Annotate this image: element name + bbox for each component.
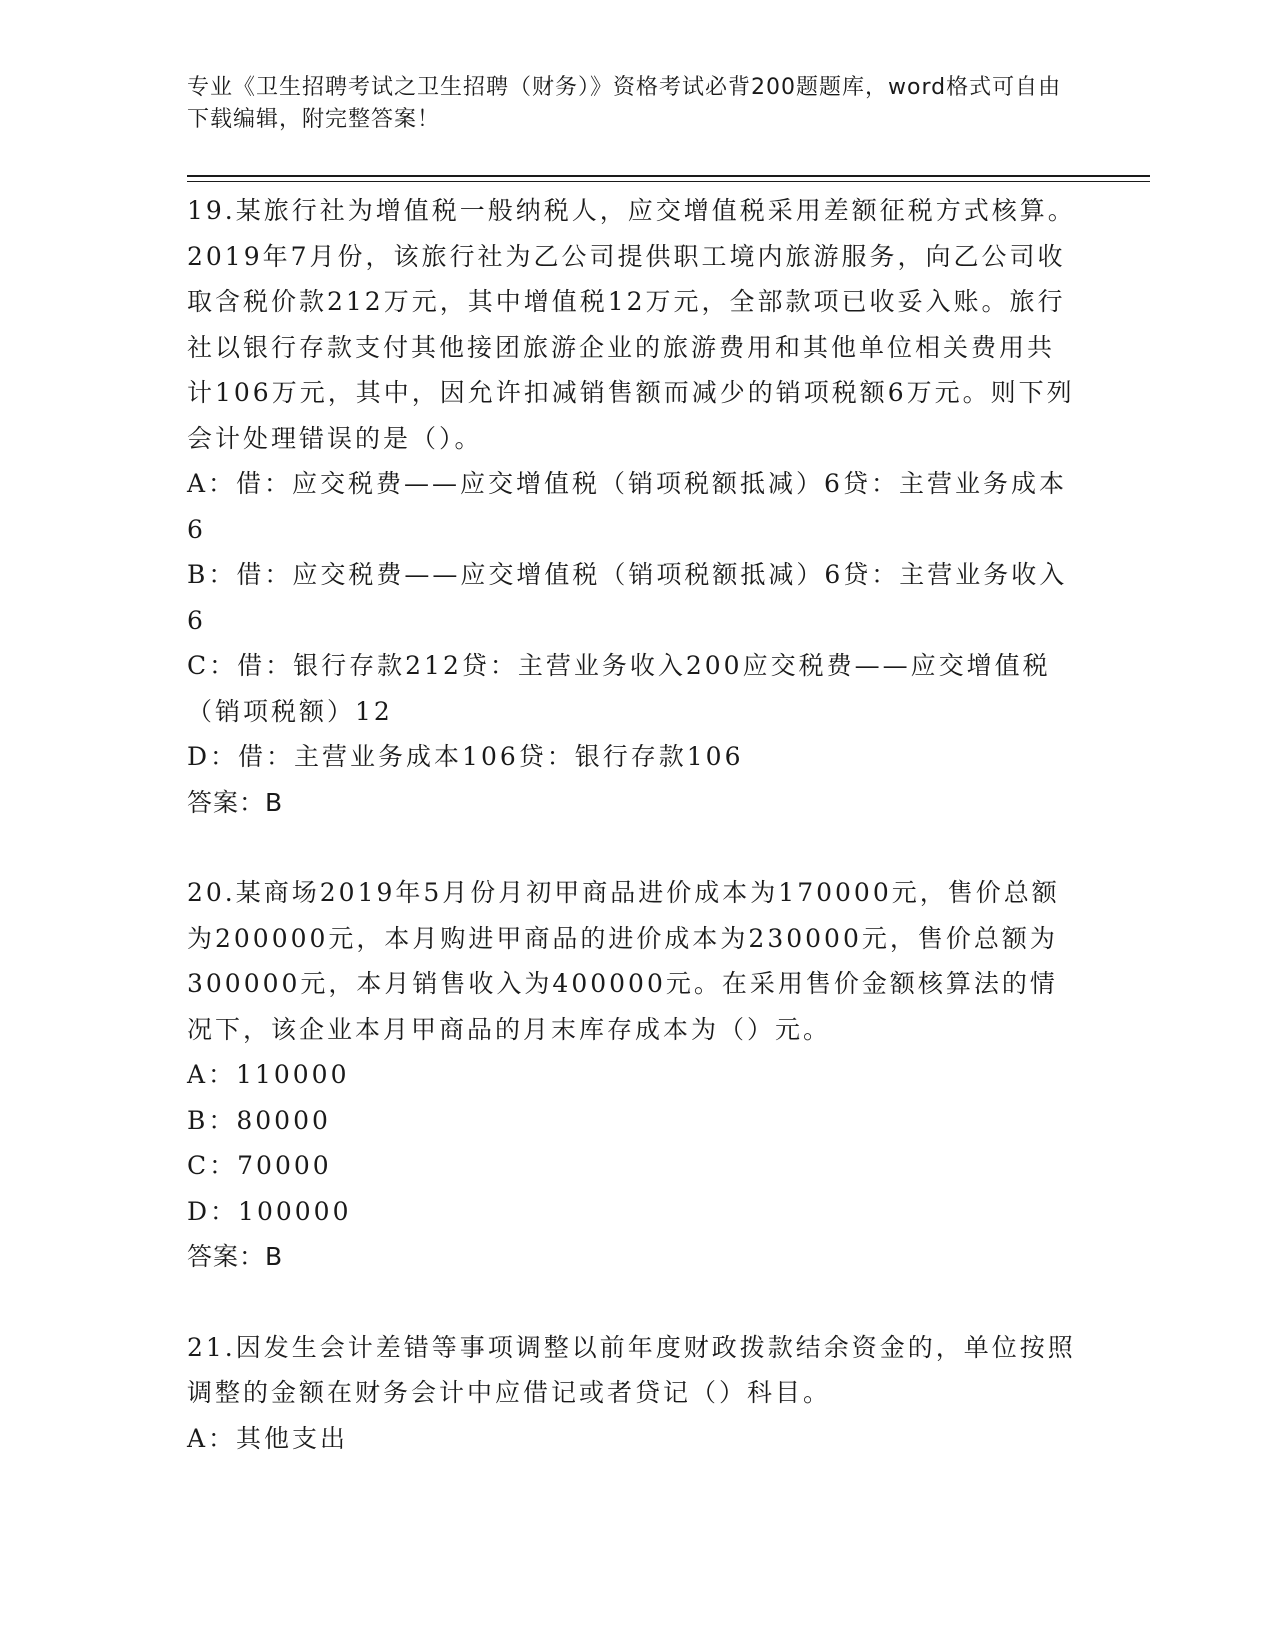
question-text: 20.某商场2019年5月份月初甲商品进价成本为170000元，售价总额为200000元，本月购进甲商品的进价成本为230000元，售价总额为300000元，本月销售收入为400000元。在采用售价金额核算法的情况下，该企业本月甲商品的月末库存成本为（）元。: [187, 878, 1060, 1044]
header-divider-thick: [187, 175, 1150, 177]
answer-label: 答案：B: [187, 1242, 284, 1271]
question-21: [187, 1325, 1077, 1462]
question-20: [187, 870, 1077, 1280]
question-19: [187, 188, 1077, 825]
document-header: 专业《卫生招聘考试之卫生招聘（财务）》资格考试必背200题题库，word格式可自由下载编辑，附完整答案！: [187, 75, 1062, 132]
answer-label: 答案：B: [187, 787, 284, 817]
option-a: A：借：应交税费——应交增值税（销项税额抵减）6贷：主营业务成本6: [187, 469, 1067, 544]
option-d: D：100000: [187, 1196, 352, 1226]
header-divider-thin: [187, 181, 1150, 182]
option-b: B：借：应交税费——应交增值税（销项税额抵减）6贷：主营业务收入6: [187, 560, 1068, 635]
option-c: C：借：银行存款212贷：主营业务收入200应交税费——应交增值税（销项税额）12: [187, 651, 1051, 726]
option-b: B：80000: [187, 1105, 331, 1135]
question-text: 21.因发生会计差错等事项调整以前年度财政拨款结余资金的，单位按照调整的金额在财务会计中应借记或者贷记（）科目。: [187, 1332, 1076, 1407]
option-c: C：70000: [187, 1151, 332, 1180]
question-text: 19.某旅行社为增值税一般纳税人，应交增值税采用差额征税方式核算。2019年7月份，该旅行社为乙公司提供职工境内旅游服务，向乙公司收取含税价款212万元，其中增值税12万元，全部款项已收妥入账。旅行社以银行存款支付其他接团旅游企业的旅游费用和其他单位相关费用共计106万元，其中，因允许扣减销售额而减少的销项税额6万元。则下列会计处理错误的是（）。: [187, 196, 1076, 453]
question-spacer: [187, 1280, 1077, 1325]
question-list: [187, 188, 1077, 1461]
question-spacer: [187, 825, 1077, 870]
option-d: D：借：主营业务成本106贷：银行存款106: [187, 742, 744, 771]
option-a: A：110000: [187, 1060, 350, 1089]
option-a: A：其他支出: [187, 1423, 349, 1453]
